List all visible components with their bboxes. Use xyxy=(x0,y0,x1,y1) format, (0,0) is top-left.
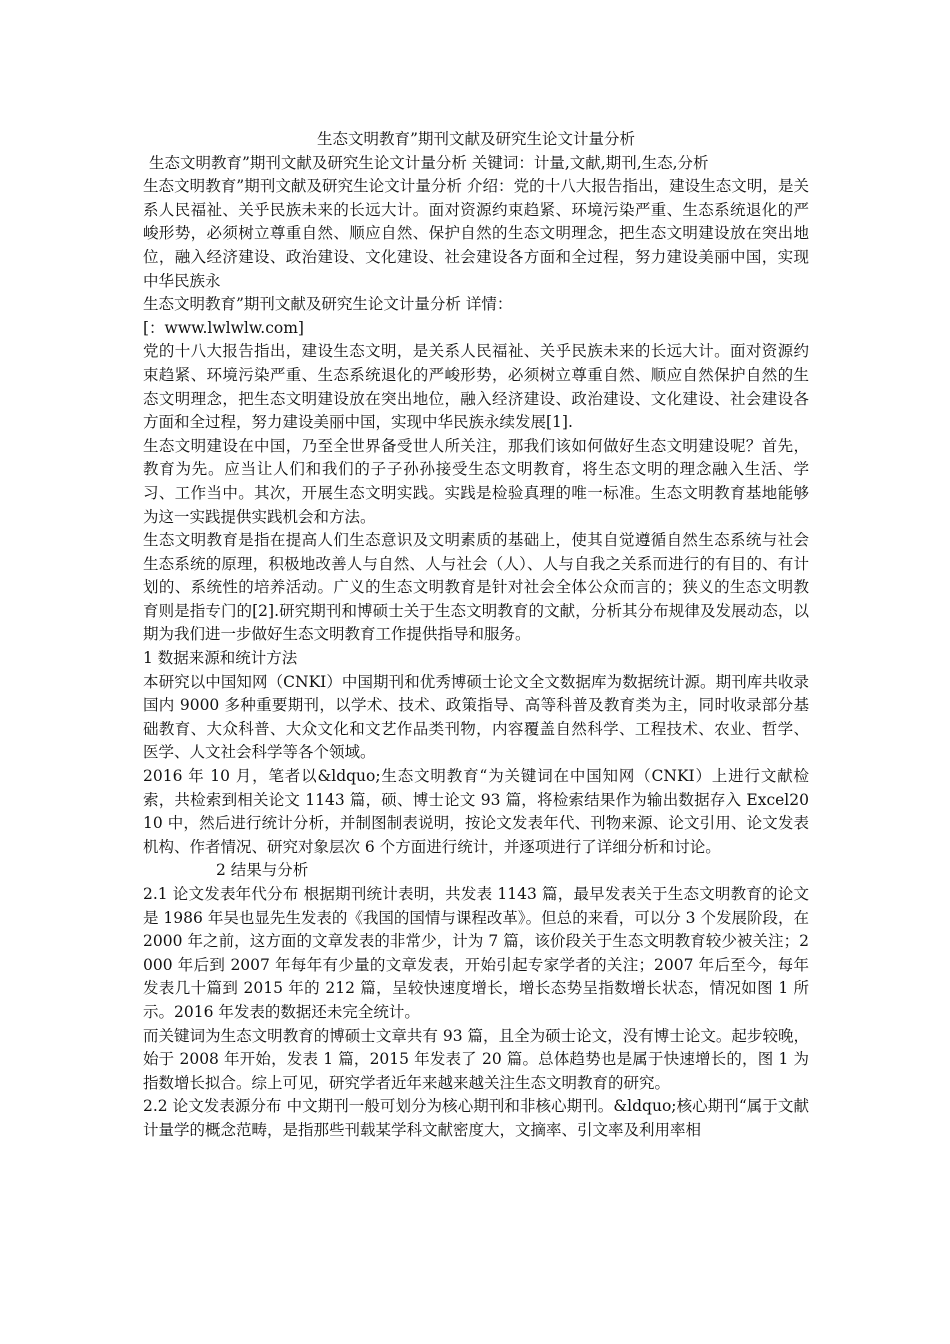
body-paragraph: 2.1 论文发表年代分布 根据期刊统计表明，共发表 1143 篇，最早发表关于生态文明教育的论文是 1986 年吴也显先生发表的《我国的国情与课程改革》。但总的来看，可以分 3 个发展阶段，在 2000 年之前，这方面的文章发表的非常少，计为 7 篇，该价段关于生态文明教育较少被关注；2000 年后到 2007 年每年有少量的文章发表，开始引起专家学者的关注；2007 年后至今，每年发表几十篇到 2015 年的 212 篇，呈较快速度增长，增长态势呈指数增长状态，情况如图 1 所示。2016 年发表的数据还未完全统计。 xyxy=(143,885,814,1021)
body-paragraph: 本研究以中国知网（CNKI）中国期刊和优秀博硕士论文全文数据库为数据统计源。期刊库共收录国内 9000 多种重要期刊，以学术、技术、政策指导、高等科普及教育类为主，同时收录部分基础教育、大众科普、大众文化和文艺作品类刊物，内容覆盖自然科学、工程技术、农业、哲学、医学、人文社会科学等各个领域。 xyxy=(143,672,809,762)
body-paragraph: 2.2 论文发表源分布 中文期刊一般可划分为核心期刊和非核心期刊。&ldquo;核心期刊“属于文献计量学的概念范畴，是指那些刊载某学科文献密度大，文摘率、引文率及利用率相 xyxy=(143,1097,809,1139)
section-heading: 2 结果与分析 xyxy=(216,861,309,880)
section-heading: 1 数据来源和统计方法 xyxy=(143,649,298,668)
body-paragraph: 生态文明教育是指在提高人们生态意识及文明素质的基础上，使其自觉遵循自然生态系统与社会生态系统的原理，积极地改善人与自然、人与社会（人）、人与自我之关系而进行的有目的、有计划的、系统性的培养活动。广义的生态文明教育是针对社会全体公众而言的；狭义的生态文明教育则是指专门的[2].研究期刊和博硕士关于生态文明教育的文献，分析其分布规律及发展动态，以期为我们进一步做好生态文明教育工作提供指导和服务。 xyxy=(143,531,809,644)
intro-paragraph: 生态文明教育”期刊文献及研究生论文计量分析 介绍：党的十八大报告指出，建设生态文明，是关系人民福祉、关乎民族未来的长远大计。面对资源约束趋紧、环境污染严重、生态系统退化的严峻形势，必须树立尊重自然、顺应自然、保护自然的生态文明理念，把生态文明建设放在突出地位，融入经济建设、政治建设、文化建设、社会建设各方面和全过程，努力建设美丽中国，实现中华民族永 xyxy=(143,177,809,290)
source-link[interactable]: [：www.lwlwlw.com] xyxy=(143,318,304,337)
body-paragraph: 党的十八大报告指出，建设生态文明，是关系人民福祉、关乎民族未来的长远大计。面对资源约束趋紧、环境污染严重、生态系统退化的严峻形势，必须树立尊重自然、顺应自然保护自然的生态文明理念，把生态文明建设放在突出地位，融入经济建设、政治建设、文化建设、社会建设各方面和全过程，努力建设美丽中国，实现中华民族永续发展[1]. xyxy=(143,342,809,432)
body-paragraph: 而关键词为生态文明教育的博硕士文章共有 93 篇，且全为硕士论文，没有博士论文。起步较晚，始于 2008 年开始，发表 1 篇，2015 年发表了 20 篇。总体趋势也是属于快速增长的，图 1 为指数增长拟合。综上可见，研究学者近年来越来越关注生态文明教育的研究。 xyxy=(143,1026,809,1092)
body-paragraph: 生态文明建设在中国，乃至全世界备受世人所关注，那我们该如何做好生态文明建设呢？首先，教育为先。应当让人们和我们的子子孙孙接受生态文明教育，将生态文明的理念融入生活、学习、工作当中。其次，开展生态文明实践。实践是检验真理的唯一标准。生态文明教育基地能够为这一实践提供实践机会和方法。 xyxy=(143,436,809,526)
details-line: 生态文明教育”期刊文献及研究生论文计量分析 详情： xyxy=(143,295,513,314)
body-paragraph: 2016 年 10 月，笔者以&ldquo;生态文明教育“为关键词在中国知网（CNKI）上进行文献检索，共检索到相关论文 1143 篇，硕、博士论文 93 篇，将检索结果作为输出数据存入 Excel2010 中，然后进行统计分析，并制图制表说明，按论文发表年代、刊物来源、论文引用、论文发表机构、作者情况、研究对象层次 6 个方面进行统计，并逐项进行了详细分析和讨论。 xyxy=(143,767,809,856)
document-page xyxy=(143,128,814,1143)
keywords-line: 生态文明教育”期刊文献及研究生论文计量分析 关键词：计量,文献,期刊,生态,分析 xyxy=(149,153,709,172)
document-title: 生态文明教育”期刊文献及研究生论文计量分析 xyxy=(317,130,635,148)
